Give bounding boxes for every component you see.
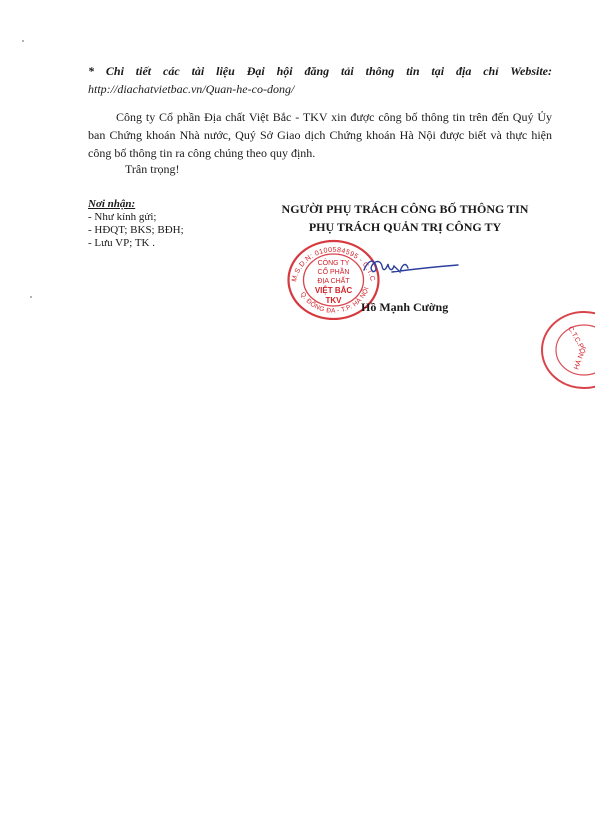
disclosure-paragraph: Công ty Cổ phần Địa chất Việt Bắc - TKV xin được công bố thông tin trên đến Quý Ủy ban Chứng khoán Nhà nước, Quý Sở Giao dịch Chứng khoán Hà Nội được biết và thực hiện công bố thông tin ra công chúng theo quy định.	[88, 110, 552, 160]
stamp-line: TKV	[325, 296, 342, 305]
signature-title-line: NGƯỜI PHỤ TRÁCH CÔNG BỐ THÔNG TIN	[281, 202, 529, 216]
recipient-item: - HĐQT; BKS; BĐH;	[88, 224, 184, 236]
signature-title-line: PHỤ TRÁCH QUẢN TRỊ CÔNG TY	[308, 220, 502, 234]
recipients-title: Nơi nhận:	[88, 198, 136, 210]
stamp-ring-bottom-text: Q. ĐỐNG ĐA - T.P. HÀ NỘI	[298, 286, 371, 315]
edge-stamp	[538, 310, 595, 390]
stamp-line: VIỆT BẮC	[314, 286, 353, 295]
signer-name: Hồ Mạnh Cường	[361, 300, 449, 314]
website-note	[88, 62, 552, 98]
closing-greeting: Trân trọng!	[125, 162, 180, 176]
scan-speck	[22, 40, 24, 42]
scan-speck	[30, 296, 32, 298]
recipient-item: - Như kính gửi;	[88, 211, 157, 223]
stamp-line: ĐỊA CHẤT	[317, 278, 350, 285]
signature-title	[270, 200, 540, 236]
handwritten-signature	[362, 252, 460, 282]
stamp-ring-top-text: M.S.D.N: 0100584595 - C.T.C	[291, 246, 376, 283]
stamp-line: CỔ PHẦN	[317, 269, 350, 276]
website-url-link[interactable]: http://diachatvietbac.vn/Quan-he-co-dong/	[88, 82, 295, 96]
recipient-item: - Lưu VP; TK .	[88, 237, 155, 249]
edge-stamp-text: C.T.C.P	[566, 325, 585, 350]
website-note-lead: * Chi tiết các tài liệu Đại hội đăng tải thông tin tại địa chỉ Website:	[88, 64, 552, 78]
recipients-block	[88, 198, 184, 250]
stamp-line: CÔNG TY	[317, 260, 350, 267]
edge-stamp-text: HÀ NỘI	[573, 345, 589, 371]
